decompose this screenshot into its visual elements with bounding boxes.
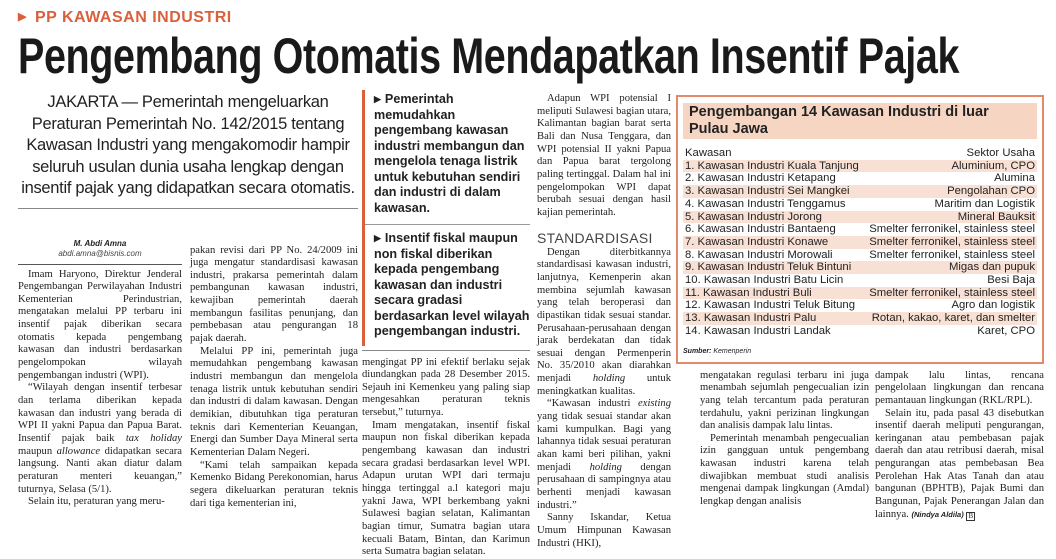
paragraph <box>700 370 869 433</box>
table-row <box>683 299 1037 312</box>
sector-cell: Pengolahan CPO <box>947 185 1035 198</box>
lede: JAKARTA — Pemerintah mengeluarkan Peraturan Pemerintah No. 142/2015 tentang Kawasan Industri yang mengakomodir hampir seluruh usulan dunia usaha lengkap dengan insentif pajak yang didapatkan secara otomatis. <box>18 92 358 200</box>
table-row <box>683 261 1037 274</box>
table-row <box>683 249 1037 262</box>
paragraph <box>190 245 358 346</box>
text: Selain itu, pada pasal 43 disebutkan insentif daerah meliputi pengurangan, keringanan atau pembebasan pajak daerah dan atau retribusi daerah, misal pengurangan atas pembebasan Bea Perolehan Hak Atas Tanah dan atau bangunan (BPHTB), Pajak Bumi dan Bangunan, Pajak Penerangan Jalan dan lainnya. <box>875 408 1044 520</box>
text: Dengan diterbitkannya standardisasi kawasan industri, lanjutnya, Kemenperin akan membina sejumlah kawasan yang telah beroperasi dan dipastikan tidak sesuai standar. Perusahaan-perusahaan dengan jarak berdekatan dan tidak sesuai dengan Permenperin No. 35/2010 akan diarahkan menjadi <box>537 247 671 385</box>
table-body <box>683 160 1037 338</box>
end-mark-icon: B <box>966 512 975 521</box>
info-table-box <box>676 95 1044 364</box>
sector-cell: Besi Baja <box>987 274 1035 287</box>
lead-block <box>18 92 358 510</box>
paragraph <box>190 346 358 460</box>
text: yang tidak sesuai standar akan kami kumpulkan. Bagi yang lahannya tidak sesuai peraturan akan kami beri pilihan, yakni menjadi <box>537 411 671 473</box>
source-label: Sumber: <box>683 348 711 355</box>
sector-cell: Rotan, kakao, karet, dan smelter <box>872 312 1035 325</box>
highlight-item <box>374 229 530 346</box>
text: Selain itu, peraturan yang meru- <box>28 496 165 507</box>
article-column-3 <box>362 357 530 559</box>
text: mengatakan regulasi terbaru ini juga menambah sejumlah pengecualian izin yang telah tercantum pada peraturan terdahulu, yakni perizinan lingkungan dan analisis dampak lalu lintas. <box>700 370 869 432</box>
table-row <box>683 172 1037 185</box>
text: dampak lalu lintas, rencana pengelolaan lingkungan dan rencana pemantauan lingkungan (RKL/RPL). <box>875 370 1044 406</box>
divider <box>18 264 182 265</box>
article-column-2 <box>190 245 358 511</box>
sector-cell: Smelter ferronikel, stainless steel <box>869 249 1035 262</box>
kawasan-cell: 10. Kawasan Industri Batu Licin <box>685 274 843 287</box>
text: mengingat PP ini efektif berlaku sejak diundangkan pada 28 Desember 2015. Sejauh ini Kemenkeu yang paling siap mengesahkan peraturan teknis tersebut,” tuturnya. <box>362 357 530 419</box>
highlight-item <box>374 90 530 222</box>
paragraph <box>537 398 671 512</box>
text: pakan revisi dari PP No. 24/2009 ini juga mengatur standardisasi kawasan industri, prakarsa pemerintah dalam pembangunan kawasan industri, kewajiban pemerintah daerah membangun fasilitas penunjang, dan pembebasan atau pengurangan 18 pajak daerah. <box>190 245 358 345</box>
paragraph <box>18 269 182 383</box>
text: dengan perusahaan di sampingnya atau berhenti menjadi kawasan industri.” <box>537 462 671 511</box>
article-column-6 <box>875 370 1044 522</box>
paragraph <box>18 496 182 509</box>
article-column-5 <box>700 370 869 509</box>
article-column-4 <box>537 93 671 550</box>
kawasan-cell: 9. Kawasan Industri Teluk Bintuni <box>685 261 851 274</box>
italic-term: allowance <box>57 446 101 457</box>
table-row <box>683 198 1037 211</box>
divider <box>18 208 358 209</box>
table-row <box>683 160 1037 173</box>
paragraph <box>537 247 671 399</box>
table-row <box>683 274 1037 287</box>
table-row <box>683 211 1037 224</box>
table-row <box>683 312 1037 325</box>
sector-cell: Smelter ferronikel, stainless steel <box>869 287 1035 300</box>
middle-block <box>362 90 530 559</box>
table-row <box>683 287 1037 300</box>
sector-cell: Aluminium, CPO <box>952 160 1036 173</box>
sector-cell: Mineral Bauksit <box>958 211 1035 224</box>
paragraph <box>362 420 530 559</box>
right-block <box>676 95 1044 521</box>
right-columns <box>700 370 1044 522</box>
kawasan-cell: 11. Kawasan Industri Buli <box>685 287 812 300</box>
sector-cell: Migas dan pupuk <box>949 261 1035 274</box>
article-column-1 <box>18 269 182 509</box>
kicker-label: PP KAWASAN INDUSTRI <box>35 9 232 26</box>
kawasan-cell: 7. Kawasan Industri Konawe <box>685 236 828 249</box>
byline <box>18 215 182 264</box>
italic-term: tax holiday <box>126 433 182 444</box>
sector-cell: Smelter ferronikel, stainless steel <box>869 223 1035 236</box>
kawasan-cell: 6. Kawasan Industri Bantaeng <box>685 223 836 236</box>
text: “Kami telah sampaikan kepada Kemenko Bidang Perekonomian, harus segera dikeluarkan peraturan teknis dari tiga kementerian ini, <box>190 460 358 509</box>
section-kicker <box>18 9 232 27</box>
paragraph <box>700 433 869 509</box>
subheading: STANDARDISASI <box>537 230 671 246</box>
kawasan-cell: 4. Kawasan Industri Tenggamus <box>685 198 846 211</box>
headline: Pengembang Otomatis Mendapatkan Insentif Pajak <box>18 30 959 82</box>
paragraph <box>362 357 530 420</box>
table-row <box>683 325 1037 338</box>
text: didapatkan secara langsung. Nanti akan diatur dalam peraturan menteri keuangan,” tuturnya, Selasa (5/1). <box>18 446 182 495</box>
table-row <box>683 236 1037 249</box>
table-row <box>683 223 1037 236</box>
triangle-right-icon: ▶ <box>374 94 381 104</box>
table-source <box>683 347 1037 356</box>
text: untuk meningkatkan kualitas. <box>537 373 671 397</box>
kawasan-cell: 8. Kawasan Industri Morowali <box>685 249 833 262</box>
left-columns <box>18 215 358 511</box>
highlights-box <box>362 90 530 346</box>
text: Imam mengatakan, insentif fiskal maupun non fiskal diberikan kepada pengembang kawasan dan industri secara gradasi berdasarkan level WPI. Adapun urutan WPI dari termaju hingga tertinggal a.l kategori maju yakni Jawa, WPI berkembang yakni Sulawesi bagian selatan, Kalimantan bagian timur, Sumatra bagian utara kecuali Batam, Bintan, dan Karimun serta Sumatra bagian selatan. <box>362 420 530 558</box>
paragraph <box>875 408 1044 522</box>
sector-cell: Alumina <box>994 172 1035 185</box>
kawasan-cell: 2. Kawasan Industri Ketapang <box>685 172 836 185</box>
table-row <box>683 185 1037 198</box>
triangle-right-icon: ▶ <box>18 11 27 23</box>
paragraph <box>18 382 182 496</box>
text: Pemerintah menambah pengecualian izin gangguan untuk pengembang kawasan industri karena telah diwajibkan membuat studi analisis mengenai dampak lingkungan (Amdal) lengkap dengan analisis <box>700 433 869 507</box>
sector-cell: Karet, CPO <box>977 325 1035 338</box>
highlight-text: Insentif fiskal maupun non fiskal diberikan kepada pengembang kawasan dan industri secara gradasi berdasarkan level wilayah pengembangan industri. <box>374 231 529 338</box>
triangle-right-icon: ▶ <box>374 233 381 243</box>
text: “Kawasan industri <box>547 398 638 409</box>
author-name: M. Abdi Amna <box>18 239 182 249</box>
divider <box>362 350 530 351</box>
paragraph <box>537 512 671 550</box>
author-email: abdi.amna@bisnis.com <box>18 249 182 259</box>
italic-term: existing <box>638 398 671 409</box>
text: Adapun WPI potensial I meliputi Sulawesi bagian utara, Kalimantan bagian barat serta Bali dan Nusa Tenggara, dan WPI potensial II yakni Papua dan Papua barat tergolong paling tertinggal. Dalam hal ini pengelompokan WPI dapat berubah sesuai dengan hasil kajian pemerintah. <box>537 93 671 218</box>
reporter-credit: (Nindya Aldila) <box>911 510 963 519</box>
text: maupun <box>18 446 57 457</box>
kawasan-cell: 3. Kawasan Industri Sei Mangkei <box>685 185 850 198</box>
sector-cell: Smelter ferronikel, stainless steel <box>869 236 1035 249</box>
text: Imam Haryono, Direktur Jenderal Pengembangan Perwilayahan Industri Kementerian Perindustrian, mengatakan melalui PP terbaru ini insentif pajak diberikan secara otomatis kepada pengembang kawasan dan industri berdasarkan pengelompokan wilayah pengembangan industri (WPI). <box>18 269 182 381</box>
text: Melalui PP ini, pemerintah juga memudahkan pengembang kawasan industri membangun dan mengelola tenaga listrik untuk kebutuhan sendiri dan industri di dalam kawasan. Dengan demikian, dibutuhkan tiga peraturan teknis dari Kementerian Keuangan, Energi dan Sumber Daya Mineral serta Kementerian Dalam Negeri. <box>190 346 358 458</box>
highlight-text: Pemerintah memudahkan pengembang kawasan industri membangun dan mengelola tenaga listrik untuk kebutuhan sendiri dan industri di dalam kawasan. <box>374 92 524 215</box>
text: “Wilayah dengan insentif terbesar dan terlama diberikan kepada kawasan dan industri yang berada di WPI II yakni Papua dan Papua Barat. Insentif pajak baik <box>18 382 182 444</box>
text: Sanny Iskandar, Ketua Umum Himpunan Kawasan Industri (HKI), <box>537 512 671 548</box>
paragraph <box>875 370 1044 408</box>
header-kawasan: Kawasan <box>685 147 731 160</box>
kawasan-cell: 14. Kawasan Industri Landak <box>685 325 831 338</box>
sector-cell: Maritim dan Logistik <box>935 198 1035 211</box>
table-header <box>683 147 1037 160</box>
header-sektor: Sektor Usaha <box>967 147 1035 160</box>
kawasan-cell: 12. Kawasan Industri Teluk Bitung <box>685 299 855 312</box>
paragraph <box>537 93 671 220</box>
kawasan-cell: 1. Kawasan Industri Kuala Tanjung <box>685 160 859 173</box>
divider <box>365 224 530 225</box>
kawasan-cell: 13. Kawasan Industri Palu <box>685 312 816 325</box>
table-title: Pengembangan 14 Kawasan Industri di luar Pulau Jawa <box>683 103 1037 139</box>
source-value: Kemenperin <box>713 348 751 355</box>
italic-term: holding <box>593 373 625 384</box>
column-1-wrap <box>18 215 182 509</box>
italic-term: holding <box>590 462 622 473</box>
paragraph <box>190 460 358 511</box>
sector-cell: Agro dan logistik <box>951 299 1035 312</box>
kawasan-cell: 5. Kawasan Industri Jorong <box>685 211 822 224</box>
